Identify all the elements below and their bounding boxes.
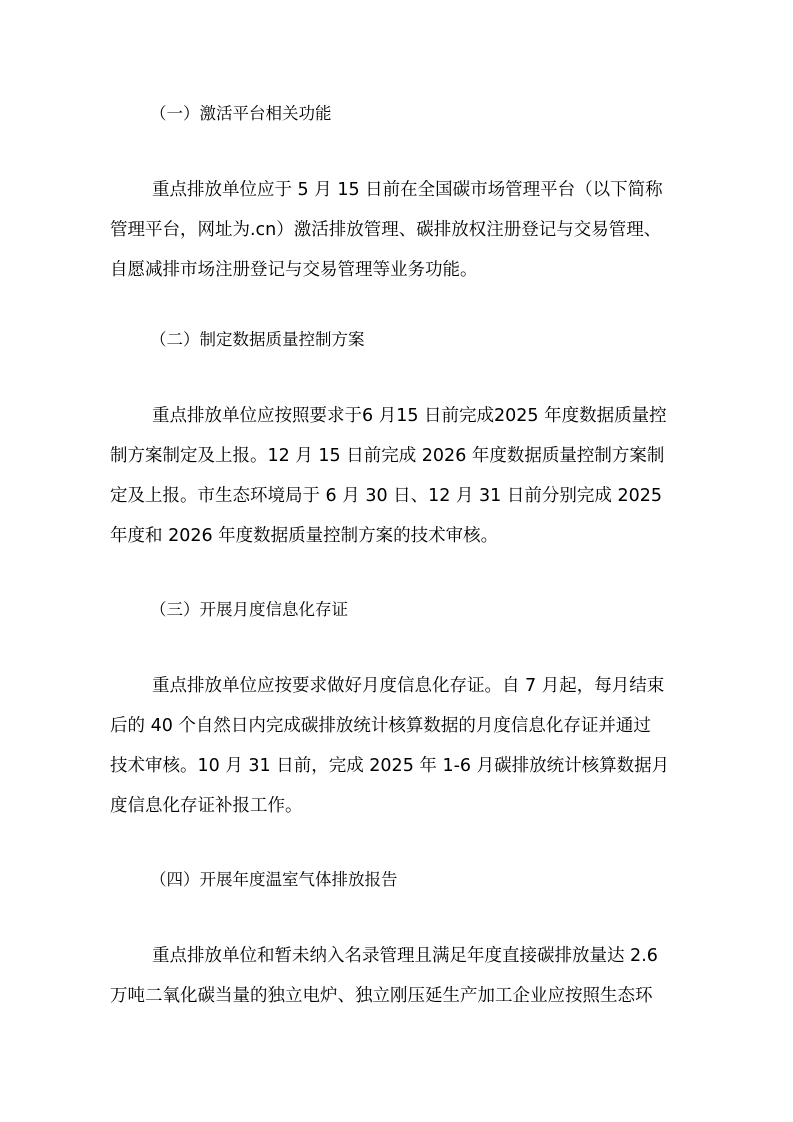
paragraph-line: 重点排放单位应按要求做好月度信息化存证。自 7 月起，每月结束: [152, 676, 665, 696]
section-paragraph-4: [110, 936, 690, 1016]
section-heading-2: （二）制定数据质量控制方案: [150, 330, 365, 349]
paragraph-line: 技术审核。10 月 31 日前，完成 2025 年 1-6 月碳排放统计核算数据月: [110, 756, 670, 776]
section-paragraph-1: [110, 170, 690, 290]
paragraph-line: 自愿减排市场注册登记与交易管理等业务功能。: [110, 260, 478, 280]
section-paragraph-2: [110, 396, 690, 556]
section-heading-4: （四）开展年度温室气体排放报告: [150, 870, 398, 889]
paragraph-line: 后的 40 个自然日内完成碳排放统计核算数据的月度信息化存证并通过: [110, 716, 651, 736]
paragraph-line: 定及上报。市生态环境局于 6 月 30 日、12 月 31 日前分别完成 2025: [110, 486, 662, 506]
paragraph-line: 重点排放单位应按照要求于6 月15 日前完成2025 年度数据质量控: [152, 406, 667, 426]
section-paragraph-3: [110, 666, 690, 826]
paragraph-line: 度信息化存证补报工作。: [110, 796, 303, 816]
paragraph-line: 重点排放单位和暂未纳入名录管理且满足年度直接碳排放量达 2.6: [152, 946, 658, 966]
paragraph-line: 管理平台，网址为.cn）激活排放管理、碳排放权注册登记与交易管理、: [110, 220, 662, 240]
paragraph-line: 万吨二氧化碳当量的独立电炉、独立刚压延生产加工企业应按照生态环: [110, 986, 653, 1006]
paragraph-line: 重点排放单位应于 5 月 15 日前在全国碳市场管理平台（以下简称: [152, 180, 663, 200]
paragraph-line: 年度和 2026 年度数据质量控制方案的技术审核。: [110, 526, 499, 546]
paragraph-line: 制方案制定及上报。12 月 15 日前完成 2026 年度数据质量控制方案制: [110, 446, 665, 466]
section-heading-1: （一）激活平台相关功能: [150, 104, 332, 123]
section-heading-3: （三）开展月度信息化存证: [150, 600, 348, 619]
